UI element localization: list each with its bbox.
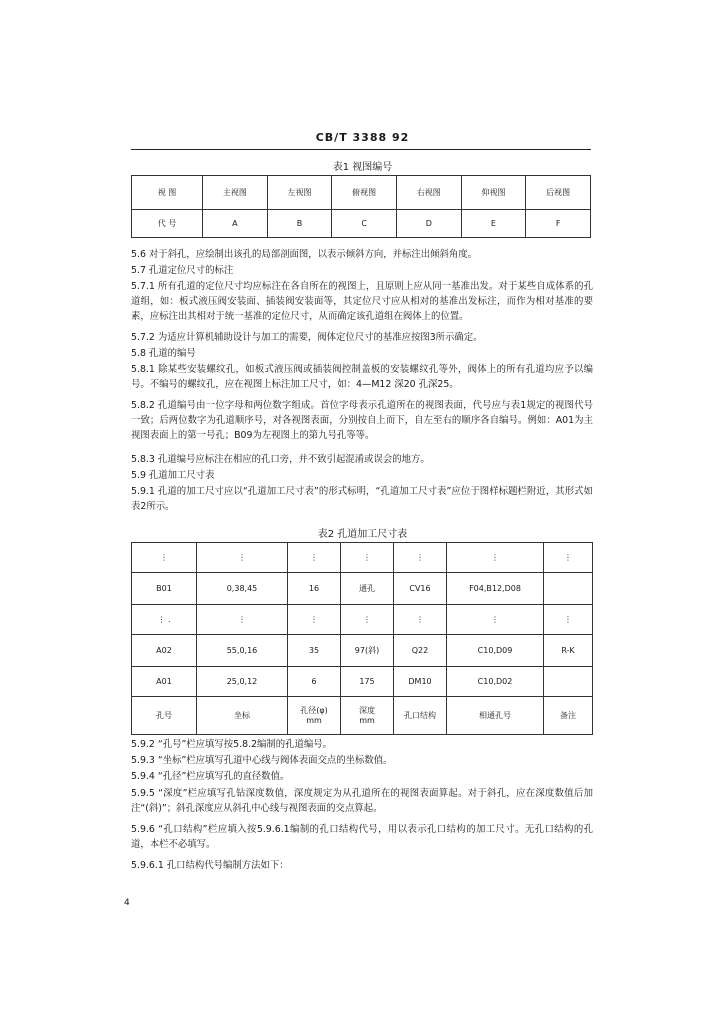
t2-cell: A01	[132, 667, 197, 697]
view-code-table	[131, 175, 591, 238]
clause-5-9-4: 5.9.4 “孔径”栏应填写孔的直径数值。	[131, 771, 290, 782]
t2-head-cell: 孔口结构	[394, 697, 447, 735]
t2-cell: ⋮ .	[132, 605, 197, 635]
t2-cell: 16	[288, 573, 341, 605]
standard-header: CB/T 3388 92	[315, 131, 410, 144]
t1-cell: 右视图	[396, 176, 461, 210]
clause-5-8-1: 5.8.1 除某些安装螺纹孔，如板式液压阀或插装阀控制盖板的安装螺纹孔等外，阀体上的所有孔道均应予以编号。不编号的螺纹孔，应在视图上标注加工尺寸，如：4—M12 深20 孔深25。	[131, 364, 593, 390]
t2-head-cell: 孔号	[132, 697, 197, 735]
t2-head-cell	[341, 697, 394, 735]
t2-cell: ⋮	[197, 543, 288, 573]
clause-5-7-2: 5.7.2 为适应计算机辅助设计与加工的需要，阀体定位尺寸的基准应按图3所示确定。	[131, 332, 483, 343]
t2-cell: DM10	[394, 667, 447, 697]
table2-caption: 表2 孔道加工尺寸表	[317, 529, 408, 540]
clause-5-8-3: 5.8.3 孔道编号应标注在相应的孔口旁，并不致引起混淆或误会的地方。	[131, 454, 430, 465]
t2-cell: ⋮	[288, 543, 341, 573]
t2-cell: ⋮	[341, 605, 394, 635]
clause-5-9-1: 5.9.1 孔道的加工尺寸应以“孔道加工尺寸表”的形式标明，“孔道加工尺寸表”应位于图样标题栏附近，其形式如表2所示。	[131, 486, 593, 512]
t2-cell: 35	[288, 635, 341, 667]
t1-cell: B	[267, 210, 332, 238]
t2-head-cell: 备注	[544, 697, 593, 735]
clause-5-9-6: 5.9.6 “孔口结构”栏应填入按5.9.6.1编制的孔口结构代号，用以表示孔口结构的加工尺寸。无孔口结构的孔道，本栏不必填写。	[131, 824, 593, 850]
t2-cell: ⋮	[132, 543, 197, 573]
t2-head-cell	[288, 697, 341, 735]
t2-head-cell: 坐标	[197, 697, 288, 735]
clause-5-9-2: 5.9.2 “孔号”栏应填写按5.8.2编制的孔道编号。	[131, 739, 333, 750]
t2-cell: ⋮	[341, 543, 394, 573]
t2-cell: A02	[132, 635, 197, 667]
t2-cell: 6	[288, 667, 341, 697]
t1-cell: D	[396, 210, 461, 238]
t2-cell: 25,0,12	[197, 667, 288, 697]
t1-cell: 俯视图	[332, 176, 397, 210]
t2-head-line: mm	[306, 715, 322, 725]
t2-cell: ⋮	[197, 605, 288, 635]
t2-cell: ⋮	[447, 543, 544, 573]
t1-cell: 代 号	[132, 210, 203, 238]
t2-cell: Q22	[394, 635, 447, 667]
t2-cell: ⋮	[544, 605, 593, 635]
t2-cell: ⋮	[447, 605, 544, 635]
t1-cell: A	[203, 210, 268, 238]
t2-cell	[544, 573, 593, 605]
t1-cell: 主视图	[203, 176, 268, 210]
clause-5-9: 5.9 孔道加工尺寸表	[131, 470, 215, 481]
t2-cell: 175	[341, 667, 394, 697]
t2-cell: ⋮	[544, 543, 593, 573]
t2-cell: F04,B12,D08	[447, 573, 544, 605]
t2-head-line: mm	[359, 715, 375, 725]
t2-head-cell: 相通孔号	[447, 697, 544, 735]
hole-dimension-table	[131, 542, 593, 735]
clause-5-6: 5.6 对于斜孔，应绘制出该孔的局部剖面图，以表示倾斜方向，并标注出倾斜角度。	[131, 249, 478, 260]
t2-cell: C10,D09	[447, 635, 544, 667]
t1-cell: 仰视图	[461, 176, 526, 210]
clause-5-7-1: 5.7.1 所有孔道的定位尺寸均应标注在各自所在的视图上，且原则上应从同一基准出发。对于某些自成体系的孔道组，如：板式液压阀安装面、插装阀安装面等，其定位尺寸应从相对的基准出发标注，而作为相对基准的要素，应标注出其相对于统一基准的定位尺寸，从而确定该孔道组在阀体上的位置。	[131, 281, 593, 322]
t2-cell: 97(斜)	[341, 635, 394, 667]
header-rule	[131, 149, 591, 150]
t1-cell: 后视图	[526, 176, 591, 210]
t2-cell: ⋮	[288, 605, 341, 635]
t1-cell: 左视图	[267, 176, 332, 210]
t2-cell: C10,D02	[447, 667, 544, 697]
t2-cell: ⋮	[394, 605, 447, 635]
t2-cell: R-K	[544, 635, 593, 667]
t2-cell: 通孔	[341, 573, 394, 605]
t1-cell: F	[526, 210, 591, 238]
t2-head-line: 孔径(φ)	[300, 705, 328, 715]
t1-cell: E	[461, 210, 526, 238]
page-number: 4	[124, 898, 130, 908]
t2-cell: CV16	[394, 573, 447, 605]
t2-cell: 0,38,45	[197, 573, 288, 605]
clause-5-9-6-1: 5.9.6.1 孔口结构代号编制方法如下：	[131, 860, 289, 871]
t1-cell: 视 图	[132, 176, 203, 210]
clause-5-8: 5.8 孔道的编号	[131, 348, 196, 359]
table1-caption: 表1 视图编号	[332, 162, 393, 173]
clause-5-9-3: 5.9.3 “坐标”栏应填写孔道中心线与阀体表面交点的坐标数值。	[131, 755, 393, 766]
clause-5-9-5: 5.9.5 “深度”栏应填写孔钻深度数值，深度规定为从孔道所在的视图表面算起。对于斜孔，应在深度数值后加注“(斜)”；斜孔深度应从斜孔中心线与视图表面的交点算起。	[131, 788, 593, 814]
t2-cell	[544, 667, 593, 697]
clause-5-8-2: 5.8.2 孔道编号由一位字母和两位数字组成。首位字母表示孔道所在的视图表面，代号应与表1规定的视图代号一致；后两位数字为孔道顺序号，对各视图表面，分别按自上而下，自左至右的顺序各自编号。例如：A01为主视图表面上的第一号孔；B09为左视图上的第九号孔等等。	[131, 400, 593, 441]
t1-cell: C	[332, 210, 397, 238]
t2-cell: B01	[132, 573, 197, 605]
clause-5-7: 5.7 孔道定位尺寸的标注	[131, 265, 234, 276]
t2-cell: 55,0,16	[197, 635, 288, 667]
t2-head-line: 深度	[359, 705, 375, 715]
t2-cell: ⋮	[394, 543, 447, 573]
